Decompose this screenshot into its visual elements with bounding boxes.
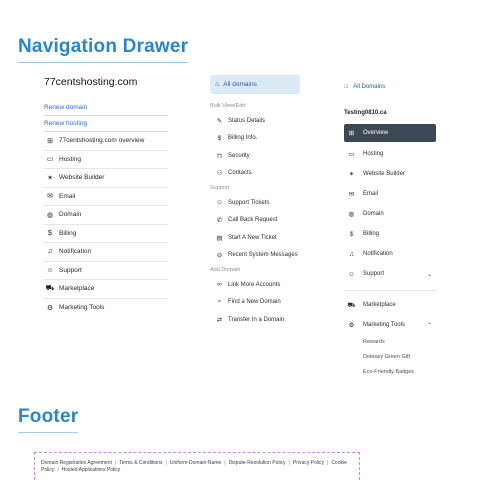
divider	[344, 290, 436, 291]
nav-item-label: Website Builder	[59, 174, 105, 182]
separator: |	[165, 460, 167, 466]
nav-item-label: Notification	[59, 248, 92, 256]
menu-item-label: Find a New Domain	[228, 299, 281, 306]
nav-item-hosting[interactable]	[344, 144, 436, 164]
dollar-icon: $	[349, 230, 354, 238]
grid-icon: ⊞	[348, 130, 355, 137]
tools-icon: ⚙	[348, 322, 355, 329]
nav-item-website-builder[interactable]	[44, 169, 168, 188]
menu-item-label: Status Details	[228, 117, 266, 124]
nav-item-support[interactable]	[44, 262, 168, 281]
message-icon: ⊖	[216, 252, 223, 260]
menu-item-link-accounts[interactable]	[210, 276, 300, 294]
nav-item-marketplace[interactable]	[44, 280, 168, 299]
nav-item-notification[interactable]	[344, 244, 436, 264]
menu-item-label: Start A New Ticket	[228, 234, 277, 241]
separator: |	[114, 460, 117, 466]
mail-icon: ✉	[348, 191, 355, 198]
separator: |	[224, 460, 226, 466]
menu-item-label: Call Back Request	[228, 217, 278, 224]
smile-icon: ☺	[216, 199, 223, 207]
nav-item-label: Email	[363, 191, 379, 197]
pencil-icon: ✎	[216, 117, 223, 125]
nav-item-label: Domain	[59, 211, 82, 219]
nav-item-notification[interactable]	[44, 243, 168, 262]
nav-item-domain[interactable]	[44, 206, 168, 225]
menu-item-label: Contacts	[228, 170, 252, 177]
drawer-variant-1	[44, 74, 168, 317]
menu-item-label: Security	[228, 152, 250, 159]
nav-item-label: Support	[59, 266, 82, 274]
brand-title: 77centshosting.com	[44, 76, 138, 88]
magic-icon: ✶	[348, 171, 355, 178]
smile-icon: ☺	[46, 266, 54, 274]
menu-item-security[interactable]	[210, 147, 300, 165]
menu-item-label: Link More Accounts	[228, 281, 281, 288]
lock-icon: ⊓	[216, 152, 223, 160]
globe-icon: ◍	[348, 211, 355, 218]
menu-item-label: Recent System Messages	[228, 252, 298, 259]
nav-item-label: Marketplace	[363, 302, 396, 308]
menu-item-new-ticket[interactable]	[210, 229, 300, 247]
grid-icon: ⊞	[47, 137, 53, 145]
footer-link-udn[interactable]: Uniform-Domain-Name	[169, 460, 222, 466]
nav-item-label: Domain	[363, 211, 384, 217]
footer-link-hosted-apps[interactable]: Hosted Applications Policy	[61, 466, 121, 473]
nav-item-domain[interactable]	[344, 204, 436, 224]
menu-item-contacts[interactable]	[210, 165, 300, 183]
separator: |	[288, 460, 290, 466]
nav-item-label: Website Builder	[363, 171, 405, 177]
nav-item-hosting[interactable]	[44, 151, 168, 170]
phone-icon: ✆	[216, 217, 223, 225]
group-heading-support: Support	[210, 185, 230, 191]
nav-item-website-builder[interactable]	[344, 164, 436, 184]
footer-links	[34, 452, 360, 480]
renew-hosting-link[interactable]: Renew hosting	[44, 116, 168, 132]
menu-item-find-domain[interactable]	[210, 294, 300, 312]
nav-item-label: Hosting	[59, 155, 82, 163]
all-domains-label: All domains	[223, 81, 257, 88]
nav-item-label: Billing	[363, 231, 380, 237]
contacts-icon: ⚇	[216, 170, 223, 178]
cart-icon: ⛟	[45, 285, 55, 293]
nav-item-marketing-tools[interactable]	[344, 315, 436, 335]
nav-item-label: Billing	[59, 229, 77, 237]
sub-item-green-gift[interactable]: Doteasy Green Gift	[363, 354, 411, 360]
nav-item-billing[interactable]	[344, 224, 436, 244]
home-icon: ⌂	[344, 83, 349, 90]
menu-item-status-details[interactable]	[210, 112, 300, 130]
drawer-variant-3	[344, 77, 436, 380]
smile-icon: ☺	[348, 270, 355, 278]
home-icon: ⌂	[215, 81, 220, 88]
nav-item-overview-active[interactable]	[344, 124, 436, 142]
nav-item-email[interactable]	[44, 188, 168, 207]
nav-item-support[interactable]	[344, 264, 436, 284]
menu-item-transfer-domain[interactable]	[210, 311, 300, 329]
sub-item-rewards[interactable]: Rewards	[363, 339, 385, 345]
section-title-text: Footer	[18, 406, 79, 427]
nav-item-label: Marketing Tools	[59, 304, 105, 312]
chevron-down-icon: ⌄	[426, 271, 432, 278]
drawer-variant-2	[210, 75, 300, 329]
group-heading-add-domain: Add Domain	[210, 267, 241, 273]
nav-item-overview[interactable]	[44, 132, 168, 151]
footer-link-privacy[interactable]: Privacy Policy	[292, 460, 324, 466]
menu-item-system-messages[interactable]	[210, 247, 300, 265]
footer-link-cookie[interactable]: Cookie Policy	[41, 460, 347, 473]
title-underline	[18, 432, 78, 433]
menu-item-label: Billing Info.	[228, 135, 258, 142]
all-domains-label: All Domains	[353, 83, 386, 90]
ticket-icon: ▤	[216, 234, 223, 242]
bell-icon: ♫	[349, 250, 354, 258]
nav-item-label: 77centshosting.com overview	[59, 137, 145, 145]
dollar-icon: $	[217, 134, 222, 142]
link-icon: ∞	[217, 281, 222, 289]
tools-icon: ⚙	[46, 304, 54, 312]
menu-item-label: Support Tickets	[228, 199, 270, 206]
nav-item-label: Overview	[363, 130, 389, 136]
title-underline	[18, 62, 188, 63]
renew-domain-link[interactable]: Renew domain	[44, 100, 168, 116]
section-title-text: Navigation Drawer	[18, 36, 189, 57]
globe-icon: ◍	[46, 211, 54, 219]
mail-icon: ✉	[47, 193, 53, 201]
nav-item-email[interactable]	[344, 184, 436, 204]
menu-item-call-back[interactable]	[210, 212, 300, 230]
laptop-icon: ▭	[348, 151, 355, 158]
footer-link-terms[interactable]: Terms & Conditions	[119, 460, 163, 466]
separator: |	[57, 466, 59, 473]
nav-item-marketing-tools[interactable]	[44, 299, 168, 318]
bell-icon: ♫	[47, 248, 53, 256]
menu-item-label: Transfer In a Domain	[228, 316, 285, 323]
menu-item-billing-info[interactable]	[210, 130, 300, 148]
nav-item-marketplace[interactable]	[344, 295, 436, 315]
dollar-icon: $	[48, 229, 52, 237]
nav-item-label: Marketing Tools	[363, 322, 405, 328]
section-title-footer	[18, 406, 78, 428]
transfer-icon: ⇄	[216, 316, 223, 324]
separator: |	[327, 460, 329, 466]
site-name: Testing0810.ca	[344, 110, 387, 116]
sub-item-eco-badges[interactable]: Eco-Friendly Badges	[363, 369, 415, 375]
magic-icon: ✶	[47, 174, 53, 182]
nav-item-label: Email	[59, 192, 76, 200]
cart-icon: ⛟	[347, 301, 356, 309]
nav-item-label: Support	[363, 271, 385, 277]
chevron-up-icon: ⌃	[426, 322, 432, 329]
footer-link-dispute[interactable]: Dispute-Resolution Policy	[228, 460, 286, 466]
nav-item-label: Marketplace	[59, 285, 95, 293]
all-domains-button[interactable]	[210, 75, 300, 94]
group-heading-bulk: Bulk View/Edit	[210, 103, 246, 109]
footer-link-registration[interactable]: Domain Registration Agreement	[41, 460, 112, 466]
all-domains-link[interactable]	[344, 77, 436, 96]
search-icon: ⌕	[217, 298, 222, 306]
nav-item-billing[interactable]	[44, 225, 168, 244]
section-title-navigation-drawer	[18, 36, 188, 58]
nav-item-label: Notification	[363, 251, 393, 257]
menu-item-support-tickets[interactable]	[210, 194, 300, 212]
nav-item-label: Hosting	[363, 151, 384, 157]
laptop-icon: ▭	[46, 156, 54, 164]
